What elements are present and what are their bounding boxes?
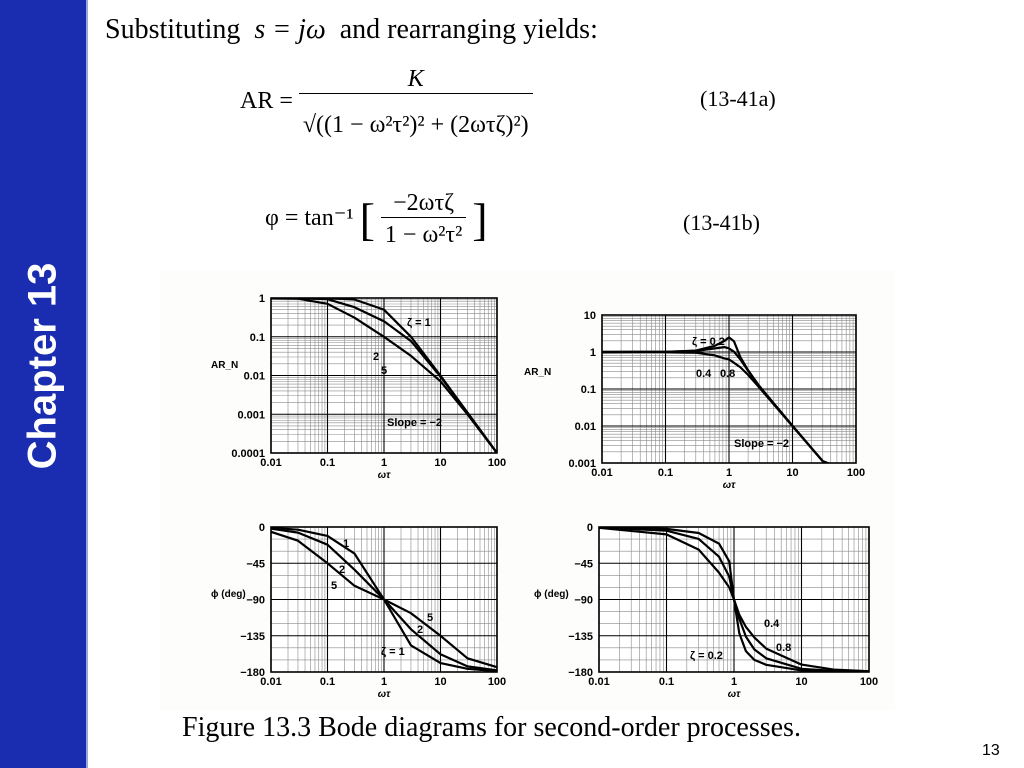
curve-annotation: ζ = 0.2	[692, 336, 725, 348]
chapter-sidebar	[0, 0, 86, 768]
curve-annotation: ζ = 0.2	[690, 650, 723, 662]
curve-annotation: ζ = 1	[381, 646, 405, 658]
ar-equation	[240, 66, 533, 139]
phase-denominator: 1 − ω²τ²	[381, 217, 466, 249]
curve-annotation: 0.4	[696, 368, 712, 380]
intro-suffix: and rearranging yields:	[339, 14, 598, 45]
x-axis-label: ωτ	[722, 480, 736, 491]
ar-overdamped-svg	[195, 288, 525, 481]
phase-equation-lhs: φ = tan⁻¹	[265, 205, 354, 232]
y-tick-label: 0	[586, 522, 593, 534]
ar-numerator: K	[407, 66, 424, 92]
curve-annotation: ζ = 1	[407, 317, 431, 329]
y-tick-label: −135	[568, 630, 593, 643]
y-tick-label: −45	[246, 558, 265, 571]
y-tick-label: 0.1	[580, 384, 596, 396]
phase-fraction	[381, 190, 466, 249]
equation-number-13-41b: (13-41b)	[683, 210, 760, 235]
y-tick-label: −135	[240, 630, 265, 643]
page-number: 13	[982, 742, 1000, 759]
phase-numerator: −2ωτζ	[393, 190, 455, 216]
phase-overdamped-plot	[195, 515, 525, 700]
y-axis-label: ϕ (deg)	[534, 589, 569, 600]
y-tick-label: 0.001	[568, 458, 596, 470]
x-tick-label: 10	[434, 457, 447, 469]
x-tick-label: 100	[487, 457, 507, 469]
intro-line	[105, 14, 598, 46]
y-tick-label: 0.001	[237, 409, 265, 422]
curve-annotation: 1	[343, 538, 350, 550]
phase-overdamped-svg	[195, 515, 525, 700]
y-axis-label: ϕ (deg)	[211, 589, 246, 600]
phase-equation	[265, 190, 488, 249]
x-tick-label: 0.01	[588, 676, 610, 688]
y-tick-label: −180	[568, 667, 593, 679]
y-tick-label: 0.0001	[231, 448, 265, 460]
x-tick-label: 0.1	[319, 676, 336, 688]
curve-annotation: 5	[331, 580, 338, 592]
phase-underdamped-svg	[530, 515, 885, 700]
x-axis-label: ωτ	[377, 689, 391, 700]
curve-annotation: 5	[427, 612, 434, 624]
x-tick-label: 0.1	[658, 676, 675, 688]
x-axis-label: ωτ	[727, 689, 741, 700]
figure-caption: Figure 13.3 Bode diagrams for second-order processes.	[182, 712, 801, 743]
curve-annotation: 0.4	[764, 618, 780, 630]
x-tick-label: 100	[859, 676, 879, 688]
y-tick-label: 0	[258, 522, 265, 534]
x-tick-label: 10	[795, 676, 808, 688]
curve-annotation: 0.8	[776, 642, 792, 654]
x-tick-label: 100	[487, 676, 507, 688]
y-tick-label: −180	[240, 667, 265, 679]
substitution-formula: s = jω	[254, 14, 326, 45]
chapter-label: Chapter 13	[20, 262, 65, 470]
x-tick-label: 0.01	[260, 457, 282, 469]
sidebar-divider	[86, 0, 88, 768]
y-tick-label: −90	[246, 594, 265, 607]
ar-underdamped-svg	[520, 305, 880, 495]
curve-annotation: 0.8	[720, 368, 736, 380]
x-tick-label: 0.01	[591, 467, 613, 479]
curve-annotation: 2	[339, 564, 346, 576]
y-tick-label: −45	[574, 558, 593, 571]
ar-underdamped-plot	[520, 305, 880, 495]
right-bracket: ]	[472, 194, 488, 245]
x-tick-label: 1	[380, 457, 388, 469]
x-tick-label: 0.1	[319, 457, 336, 469]
equation-number-13-41a: (13-41a)	[700, 86, 776, 111]
ar-fraction	[299, 66, 533, 139]
y-tick-label: 10	[583, 310, 596, 322]
x-tick-label: 100	[846, 467, 866, 479]
y-tick-label: 1	[589, 347, 596, 359]
phase-underdamped-plot	[530, 515, 885, 700]
y-tick-label: −90	[574, 594, 593, 607]
left-bracket: [	[359, 194, 375, 245]
curve-annotation: Slope = −2	[734, 438, 790, 450]
curve-annotation: 2	[373, 351, 380, 363]
x-axis-label: ωτ	[377, 470, 391, 481]
x-tick-label: 10	[434, 676, 447, 688]
y-tick-label: 0.1	[249, 331, 265, 344]
intro-prefix: Substituting	[105, 14, 241, 45]
y-tick-label: 0.01	[574, 421, 596, 433]
x-tick-label: 0.1	[657, 467, 674, 479]
ar-denominator: √((1 − ω²τ²)² + (2ωτζ)²)	[299, 93, 533, 139]
curve-annotation: 2	[417, 624, 424, 636]
x-tick-label: 1	[380, 676, 388, 688]
curve-annotation: 5	[381, 365, 388, 377]
curve-annotation: Slope = −2	[387, 417, 443, 429]
x-tick-label: 10	[786, 467, 799, 479]
x-tick-label: 0.01	[260, 676, 282, 688]
x-tick-label: 1	[730, 676, 738, 688]
x-tick-label: 1	[725, 467, 733, 479]
y-tick-label: 1	[258, 293, 265, 305]
y-axis-label: AR_N	[524, 367, 552, 378]
y-tick-label: 0.01	[243, 370, 265, 383]
y-axis-label: AR_N	[211, 360, 239, 371]
ar-overdamped-plot	[195, 288, 525, 481]
ar-equation-lhs: AR =	[240, 88, 293, 115]
